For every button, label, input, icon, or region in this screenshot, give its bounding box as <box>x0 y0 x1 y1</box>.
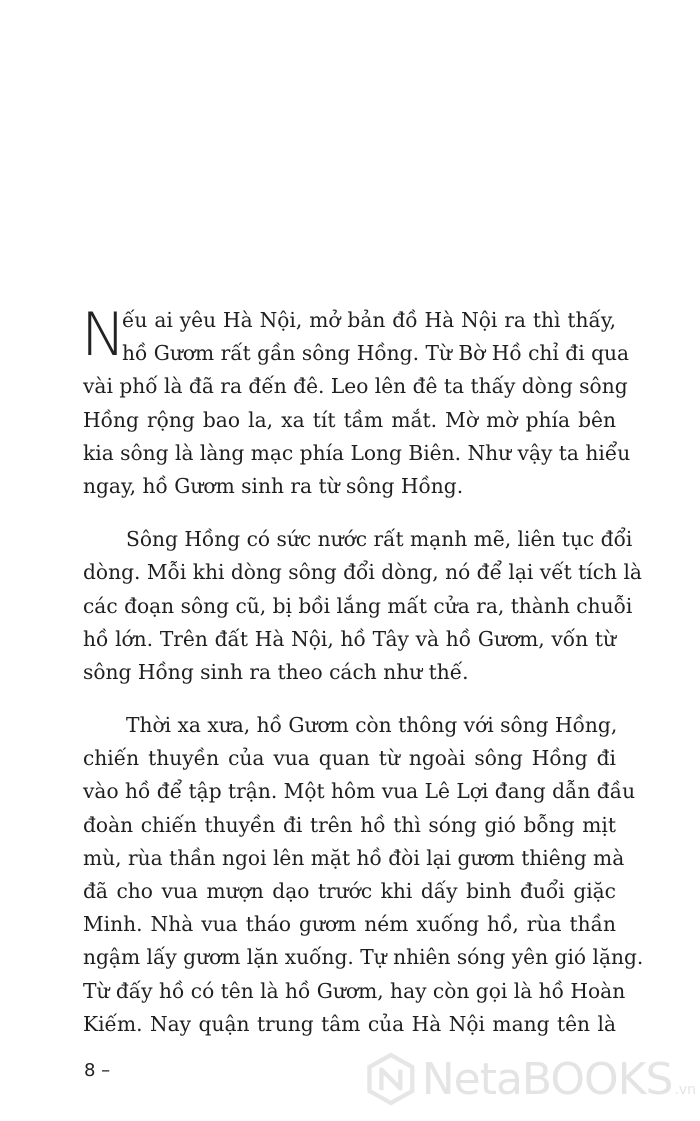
text-line: Minh. Nhà vua tháo gươm ném xuống hồ, rùa thần <box>83 912 616 937</box>
drop-cap: N <box>81 300 126 370</box>
text-line: vài phố là đã ra đến đê. Leo lên đê ta thấy dòng sông <box>83 374 628 399</box>
paragraph-3 <box>83 709 644 1041</box>
text-line: sông Hồng sinh ra theo cách như thế. <box>83 659 469 684</box>
text-line: các đoạn sông cũ, bị bồi lắng mất cửa ra, thành chuỗi <box>83 593 633 618</box>
text-line: ngay, hồ Gươm sinh ra từ sông Hồng. <box>83 473 464 498</box>
watermark <box>366 1046 696 1112</box>
text-line: chiến thuyền của vua quan từ ngoài sông Hồng đi <box>83 746 616 771</box>
text-line: Kiếm. Nay quận trung tâm của Hà Nội mang tên là <box>83 1011 616 1036</box>
watermark-brand: NetaBOOKS <box>421 1053 673 1105</box>
text-line: Hồng rộng bao la, xa tít tầm mắt. Mờ mờ phía bên <box>83 407 616 432</box>
text-line: mù, rùa thần ngoi lên mặt hồ đòi lại gươm thiêng mà <box>83 845 625 870</box>
text-line: đoàn chiến thuyền đi trên hồ thì sóng gió bỗng mịt <box>83 812 616 837</box>
paragraph-2 <box>83 523 642 689</box>
text-line: vào hồ để tập trận. Một hôm vua Lê Lợi đang dẫn đầu <box>83 779 636 804</box>
paragraph-1 <box>81 300 631 503</box>
page-number: 8 – <box>84 1060 111 1081</box>
text-line: đã cho vua mượn dạo trước khi dấy binh đuổi giặc <box>83 879 616 903</box>
watermark-suffix: .vn <box>674 1082 696 1098</box>
text-line: hồ lớn. Trên đất Hà Nội, hồ Tây và hồ Gươm, vốn từ <box>83 626 616 651</box>
text-line: ếu ai yêu Hà Nội, mở bản đồ Hà Nội ra thì thấy, <box>122 308 616 332</box>
text-line: ngậm lấy gươm lặn xuống. Tự nhiên sóng yên gió lặng. <box>83 945 644 970</box>
body-text <box>81 300 644 1041</box>
text-line: kia sông là làng mạc phía Long Biên. Như vậy ta hiểu <box>83 440 631 465</box>
netabooks-logo-icon <box>366 1048 416 1110</box>
text-line: Thời xa xưa, hồ Gươm còn thông với sông Hồng, <box>126 713 618 738</box>
text-line: Sông Hồng có sức nước rất mạnh mẽ, liên tục đổi <box>126 527 633 552</box>
text-line: dòng. Mỗi khi dòng sông đổi dòng, nó để lại vết tích là <box>83 560 642 585</box>
text-line: Từ đấy hồ có tên là hồ Gươm, hay còn gọi là hồ Hoàn <box>83 978 626 1003</box>
text-line: hồ Gươm rất gần sông Hồng. Từ Bờ Hồ chỉ đi qua <box>122 341 630 366</box>
